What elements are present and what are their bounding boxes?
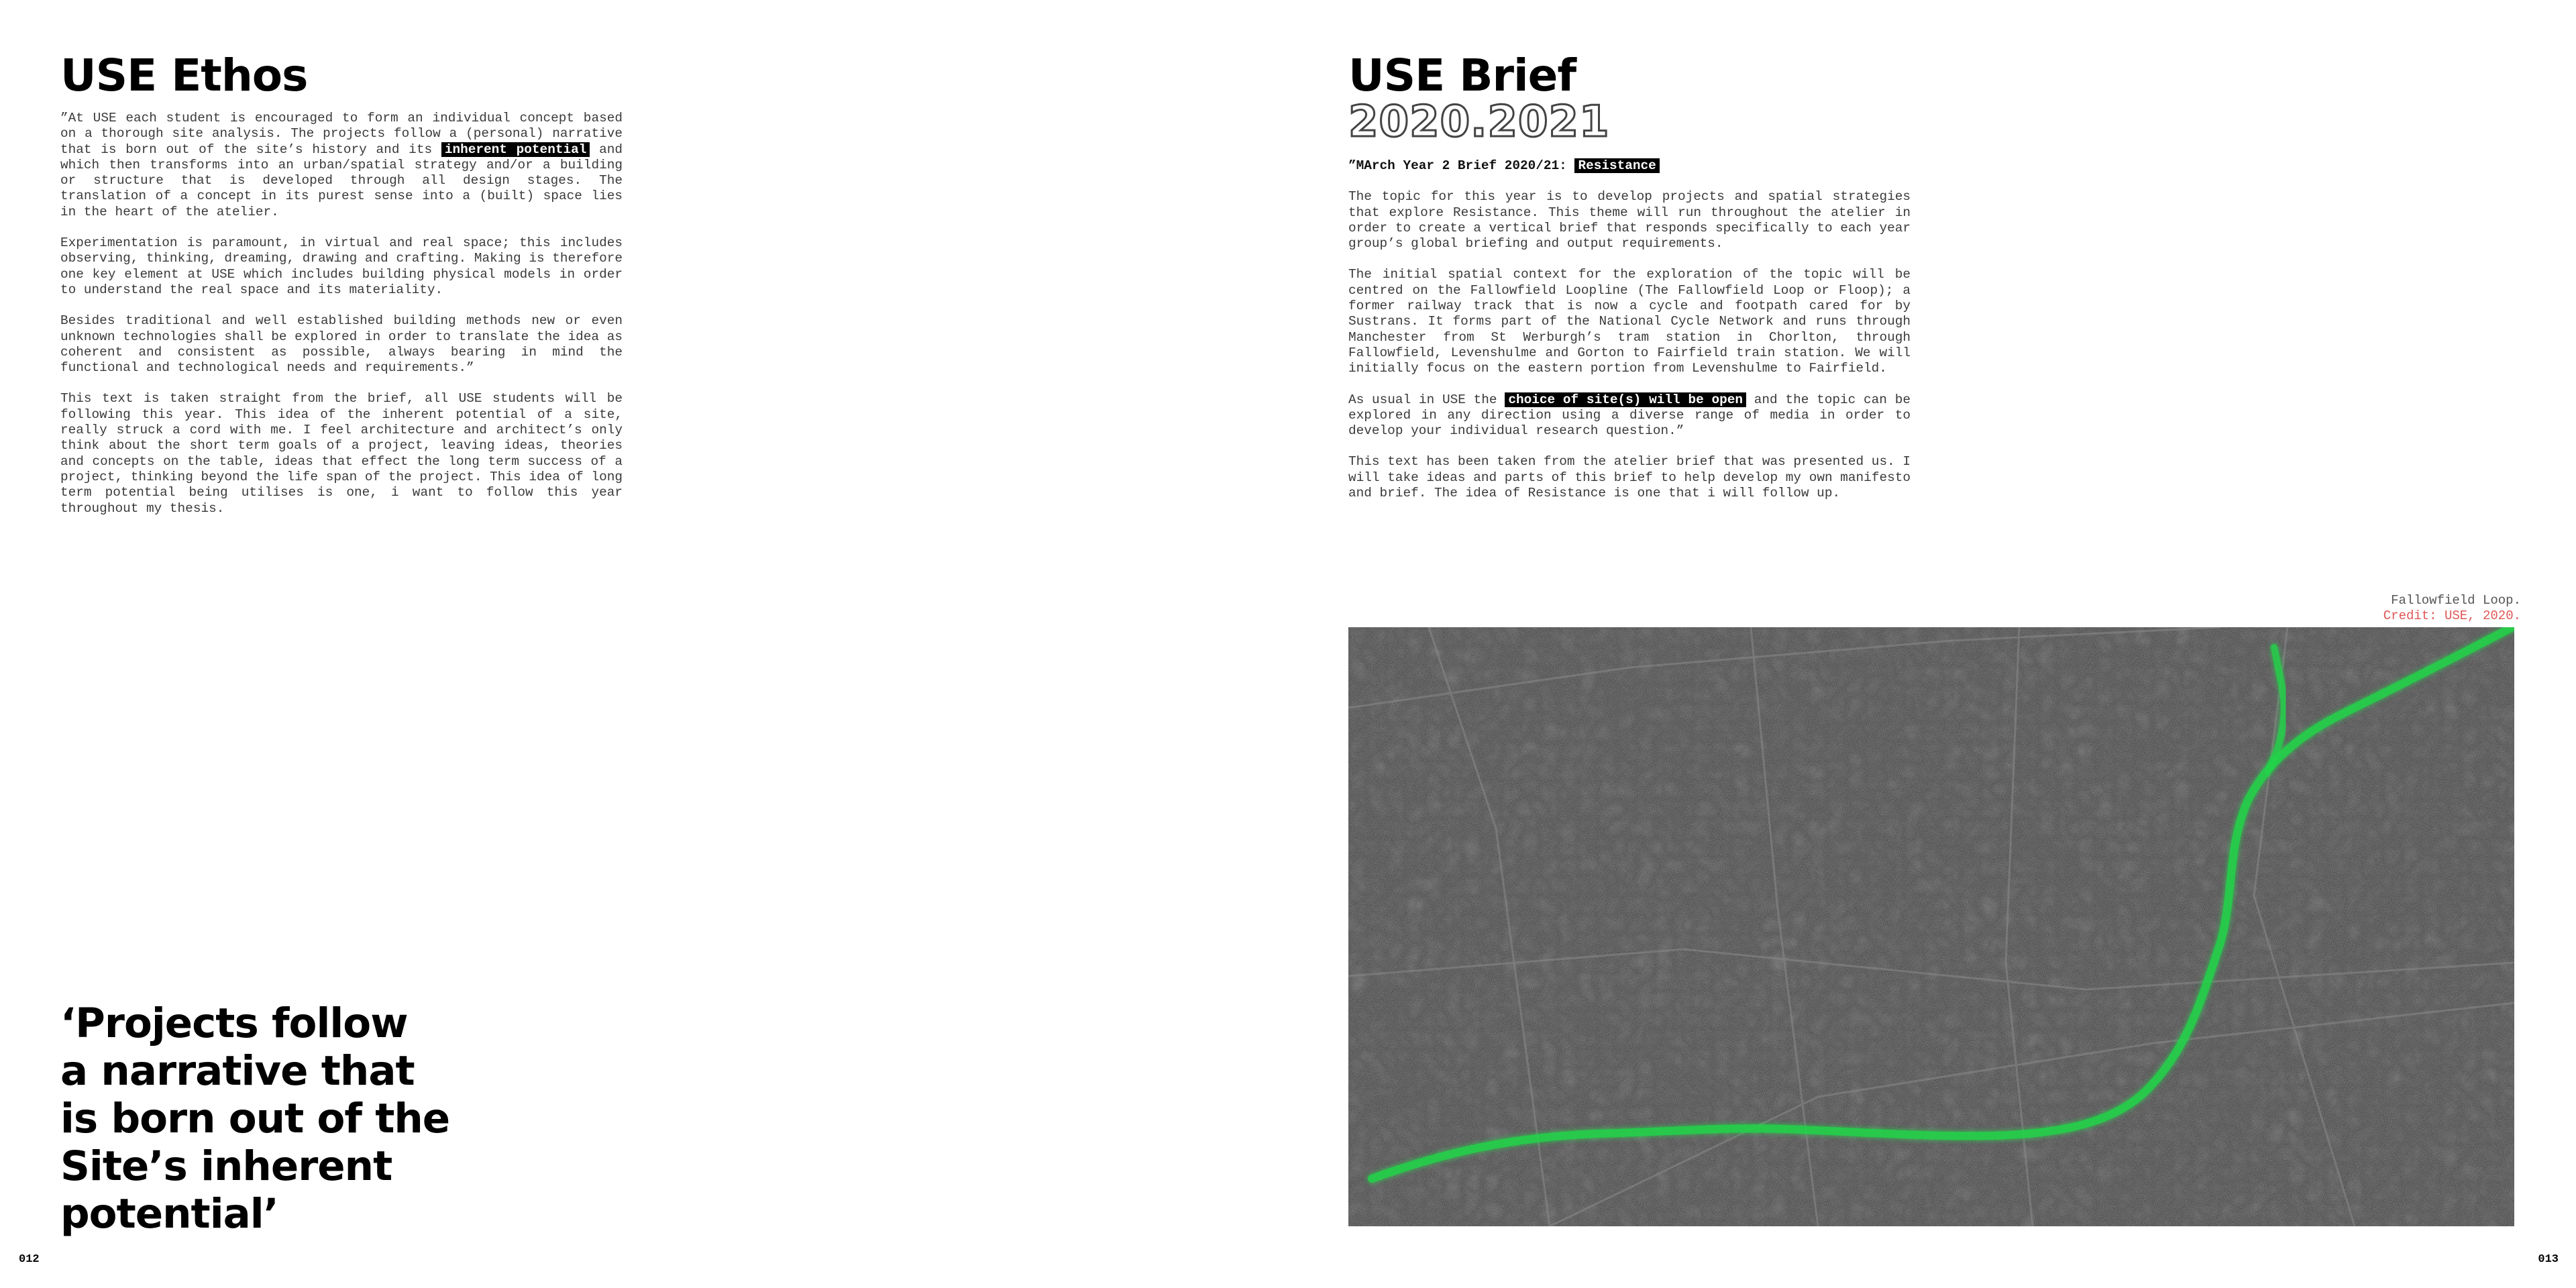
- brief-text: [1348, 158, 1911, 517]
- brief-p3-text-a: As usual in USE the: [1348, 392, 1505, 407]
- map-caption: [2383, 593, 2521, 624]
- map-caption-credit: Credit: USE, 2020.: [2383, 608, 2521, 623]
- brief-paragraph-2: The initial spatial context for the exploration of the topic will be centred on the Fallowfield Loopline (The Fallowfield Loop or Floop); a former railway track that is now a cycle and footpath cared for by Sustrans. It forms part of the National Cycle Network and runs through Manchester from St Werburgh’s tram station in Chorlton, through Fallowfield, Levenshulme and Gorton to Fairfield train station. We will initially focus on the eastern portion from Levenshulme to Fairfield.: [1348, 267, 1911, 376]
- year-heading: 2020.2021: [1348, 97, 1610, 147]
- highlight-choice-of-site: choice of site(s) will be open: [1505, 392, 1746, 407]
- pull-quote-line: potential’: [60, 1190, 278, 1238]
- aerial-map-fallowfield-loop: [1348, 627, 2514, 1226]
- pull-quote-line: Site’s inherent: [60, 1142, 392, 1190]
- brief-lead: [1348, 158, 1911, 174]
- ethos-paragraph-3: Besides traditional and well established building methods new or even unknown technologies shall be explored in order to translate the idea as coherent and consistent as possible, always bearing in mind the functional and technological needs and requirements.”: [60, 313, 623, 376]
- ethos-p1-text-a: ”At USE each student is encouraged to form an individual concept based on a thorough site analysis. The projects follow a (personal) narrative that is born out of the site’s history and its: [60, 111, 623, 157]
- ethos-paragraph-4: This text is taken straight from the brief, all USE students will be following this year. This idea of the inherent potential of a site, really struck a cord with me. I feel architecture and architect’s only think about the short term goals of a project, leaving ideas, theories and concepts on the table, ideas that effect the long term success of a project, thinking beyond the life span of the project. This idea of long term potential being utilises is one, i want to follow this year throughout my thesis.: [60, 391, 623, 516]
- aerial-map-image: [1348, 627, 2514, 1226]
- page-number-left: 012: [19, 1253, 40, 1266]
- ethos-text: [60, 111, 623, 532]
- map-caption-title: Fallowfield Loop.: [2391, 593, 2521, 608]
- brief-lead-text: ”MArch Year 2 Brief 2020/21:: [1348, 158, 1575, 173]
- pull-quote-line: a narrative that: [60, 1047, 415, 1095]
- pull-quote-line: ‘Projects follow: [60, 1000, 408, 1047]
- page-title: USE Brief: [1348, 50, 1576, 101]
- page-number-right: 013: [2538, 1253, 2559, 1266]
- ethos-paragraph-1: [60, 111, 623, 220]
- pull-quote: [60, 1000, 664, 1238]
- highlight-inherent-potential: inherent potential: [441, 142, 590, 157]
- brief-paragraph-3: [1348, 392, 1911, 439]
- brief-paragraph-4: This text has been taken from the atelier brief that was presented us. I will take ideas and parts of this brief to help develop my own manifesto and brief. The idea of Resistance is one that i will follow up.: [1348, 454, 1911, 501]
- page-title: USE Ethos: [60, 50, 308, 101]
- pull-quote-line: is born out of the: [60, 1095, 450, 1142]
- ethos-p1-text-b: and which then transforms into an urban/spatial strategy and/or a building or structure that is developed through all design stages. The translation of a concept in its purest sense into a (built) space lies in the heart of the atelier.: [60, 142, 623, 219]
- right-page: [1288, 0, 2576, 1288]
- highlight-resistance: Resistance: [1574, 158, 1659, 173]
- ethos-paragraph-2: Experimentation is paramount, in virtual and real space; this includes observing, thinking, dreaming, drawing and crafting. Making is therefore one key element at USE which includes building physical models in order to understand the real space and its materiality.: [60, 235, 623, 297]
- brief-p3-text-b: and the topic can be explored in any direction using a diverse range of media in order to develop your individual research question.”: [1348, 392, 1911, 439]
- brief-paragraph-1: The topic for this year is to develop projects and spatial strategies that explore Resistance. This theme will run throughout the atelier in order to create a vertical brief that responds specifically to each year group’s global briefing and output requirements.: [1348, 189, 1911, 252]
